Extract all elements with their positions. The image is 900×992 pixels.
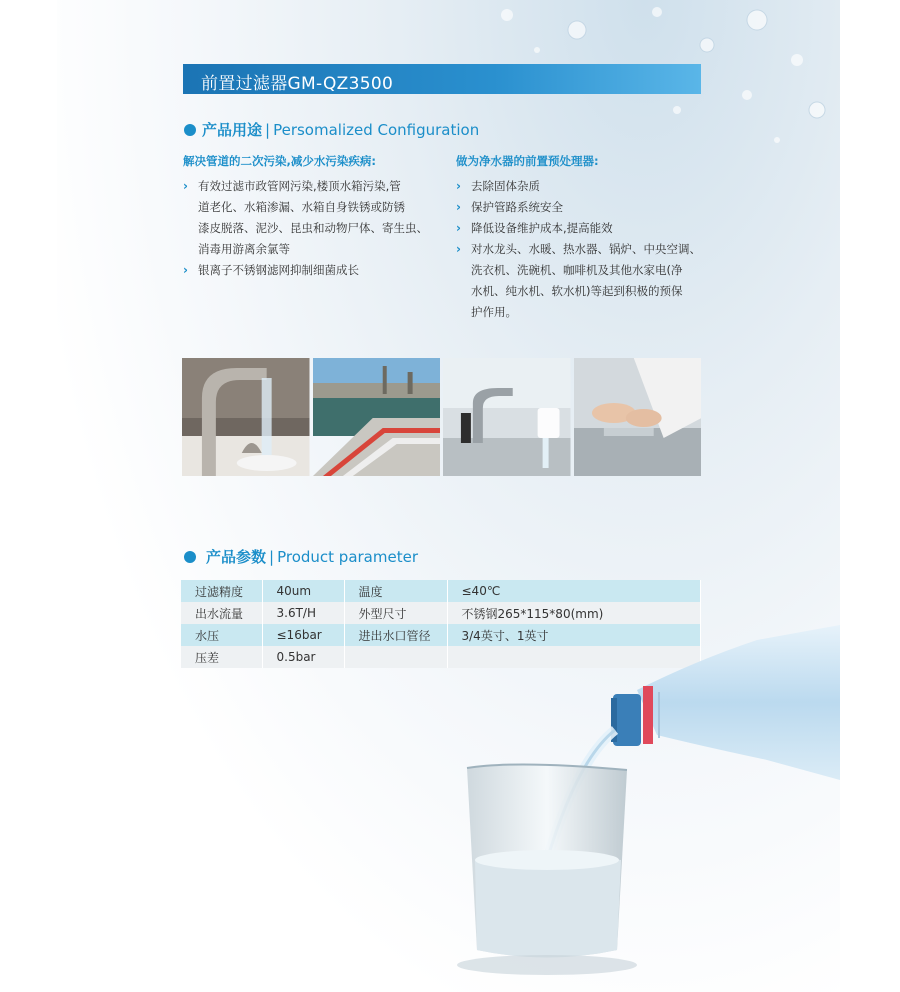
page	[57, 0, 840, 992]
chevron-right-icon: ›	[456, 242, 461, 256]
heading-separator: |	[269, 547, 275, 566]
faucet-photo	[182, 358, 310, 476]
chevron-right-icon: ›	[456, 179, 461, 193]
bullet-icon	[184, 551, 196, 563]
list-item: › 银离子不锈钢滤网抑制细菌成长	[183, 260, 433, 281]
list-item: › 对水龙头、水暖、热水器、锅炉、中央空调、 洗衣机、洗碗机、咖啡机及其他水家电(净 水机、纯水机、软水机)等起到积极的预保 护作用。	[456, 239, 716, 323]
usage-left-title: 解决管道的二次污染,减少水污染疾病:	[183, 154, 376, 168]
list-item: › 保护管路系统安全	[456, 197, 716, 218]
params-heading-cn: 产品参数	[206, 548, 267, 566]
product-title-bar	[183, 64, 701, 94]
usage-heading-cn: 产品用途	[202, 121, 263, 139]
table-row: 出水流量 3.6T/H 外型尺寸 不锈钢265*115*80(mm)	[181, 602, 701, 624]
usage-left-column	[183, 151, 433, 281]
bottle-glass-illustration	[397, 620, 840, 992]
bullet-icon	[184, 124, 196, 136]
table-row: 过滤精度 40um 温度 ≤40℃	[181, 580, 701, 602]
chevron-right-icon: ›	[456, 200, 461, 214]
chevron-right-icon: ›	[183, 263, 188, 277]
product-title: 前置过滤器GM-QZ3500	[201, 74, 394, 94]
sink-faucet-photo	[443, 358, 571, 476]
list-item: › 降低设备维护成本,提高能效	[456, 218, 716, 239]
usage-right-column	[456, 151, 716, 323]
chevron-right-icon: ›	[456, 221, 461, 235]
usage-right-title: 做为净水器的前置预处理器:	[456, 154, 599, 168]
usage-heading	[184, 119, 479, 140]
heading-separator: |	[265, 120, 271, 139]
params-heading	[184, 546, 418, 567]
industrial-pipes-photo	[313, 358, 441, 476]
list-item: › 有效过滤市政管网污染,楼顶水箱污染,管 道老化、水箱渗漏、水箱自身铁锈或防锈 漆皮脱落、泥沙、昆虫和动物尸体、寄生虫、 消毒用游离余氯等	[183, 176, 433, 260]
water-drops-decoration	[57, 0, 840, 200]
washing-hands-photo	[574, 358, 702, 476]
usage-heading-en: Persomalized Configuration	[273, 120, 480, 139]
table-row: 压差 0.5bar	[181, 646, 701, 668]
photo-strip	[182, 358, 701, 476]
table-row: 水压 ≤16bar 进出水口管径 3/4英寸、1英寸	[181, 624, 701, 646]
chevron-right-icon: ›	[183, 179, 188, 193]
params-heading-en: Product parameter	[277, 547, 418, 566]
list-item: › 去除固体杂质	[456, 176, 716, 197]
